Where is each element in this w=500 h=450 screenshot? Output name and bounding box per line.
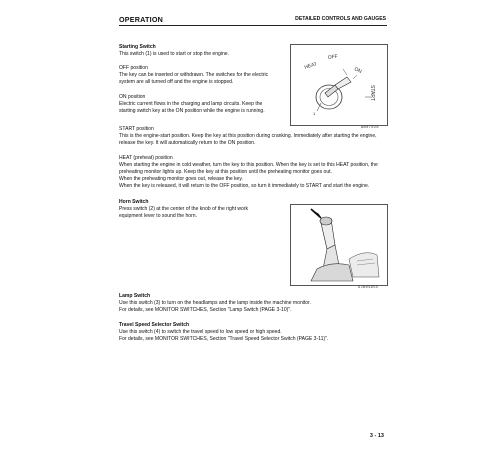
lamp-switch-text-2: For details, see MONITOR SWITCHES, Section "Lamp Switch (PAGE 3-10)". xyxy=(119,307,292,313)
on-label: ON xyxy=(353,66,363,75)
figure2-code: 9JB04955 xyxy=(358,286,379,290)
start-position-text-2: release the key. It will automatically return to the ON position. xyxy=(119,140,256,146)
heat-label: HEAT xyxy=(303,61,318,71)
header-rule xyxy=(119,25,387,26)
heat-position-text-1: When starting the engine in cold weather, turn the key to this position. When the key is set to this HEAT position, the xyxy=(119,162,378,168)
horn-switch-text-1: Press switch (2) at the center of the knob of the right work xyxy=(119,206,249,212)
lever-illustration xyxy=(291,205,387,285)
horn-switch-heading: Horn Switch xyxy=(119,199,149,205)
on-position-text-2: starting switch key at the ON position while the engine is running. xyxy=(119,108,265,114)
start-position-heading: START position xyxy=(119,126,154,132)
horn-switch-text-2: equipment lever to sound the horn. xyxy=(119,213,197,219)
lamp-switch-text-1: Use this switch (3) to turn on the headlamps and the lamp inside the machine monitor. xyxy=(119,300,311,306)
svg-text:1: 1 xyxy=(313,111,316,116)
travel-switch-text-2: For details, see MONITOR SWITCHES, Section "Travel Speed Selector Switch (PAGE 3-11)". xyxy=(119,336,329,342)
subsection-header: DETAILED CONTROLS AND GAUGES xyxy=(295,16,386,22)
heat-position-text-2: preheating monitor lights up. Keep the key at this position until the preheating monitor goes out. xyxy=(119,169,332,175)
start-position-text-1: This is the engine-start position. Keep the key at this position during cranking. Immediately after starting the engine, xyxy=(119,133,377,139)
section-header: OPERATION xyxy=(119,15,163,24)
travel-switch-heading: Travel Speed Selector Switch xyxy=(119,322,190,328)
starting-switch-intro: This switch (1) is used to start or stop the engine. xyxy=(119,51,229,57)
starting-switch-figure xyxy=(290,44,388,126)
key-switch-illustration xyxy=(291,45,387,125)
start-label: START xyxy=(369,85,375,101)
travel-switch-text-1: Use this switch (4) to switch the travel speed to low speed or high speed. xyxy=(119,329,282,335)
on-position-heading: ON position xyxy=(119,94,146,100)
off-position-heading: OFF position xyxy=(119,65,148,71)
page-number: 3 - 13 xyxy=(369,433,384,439)
off-label: OFF xyxy=(327,53,339,61)
horn-switch-figure xyxy=(290,204,388,286)
on-position-text-1: Electric current flows in the charging and lamp circuits. Keep the xyxy=(119,101,263,107)
heat-position-text-3: When the preheating monitor goes out, release the key. xyxy=(119,176,243,182)
heat-position-heading: HEAT (preheat) position xyxy=(119,155,173,161)
off-position-text-2: system are all turned off and the engine is stopped. xyxy=(119,79,234,85)
heat-position-text-4: When the key is released, it will return to the OFF position, so turn it immediately to START and start the engine. xyxy=(119,183,370,189)
lamp-switch-heading: Lamp Switch xyxy=(119,293,151,299)
figure1-code: AB07028 xyxy=(361,126,379,130)
off-position-text-1: The key can be inserted or withdrawn. The switches for the electric xyxy=(119,72,269,78)
starting-switch-heading: Starting Switch xyxy=(119,44,156,50)
